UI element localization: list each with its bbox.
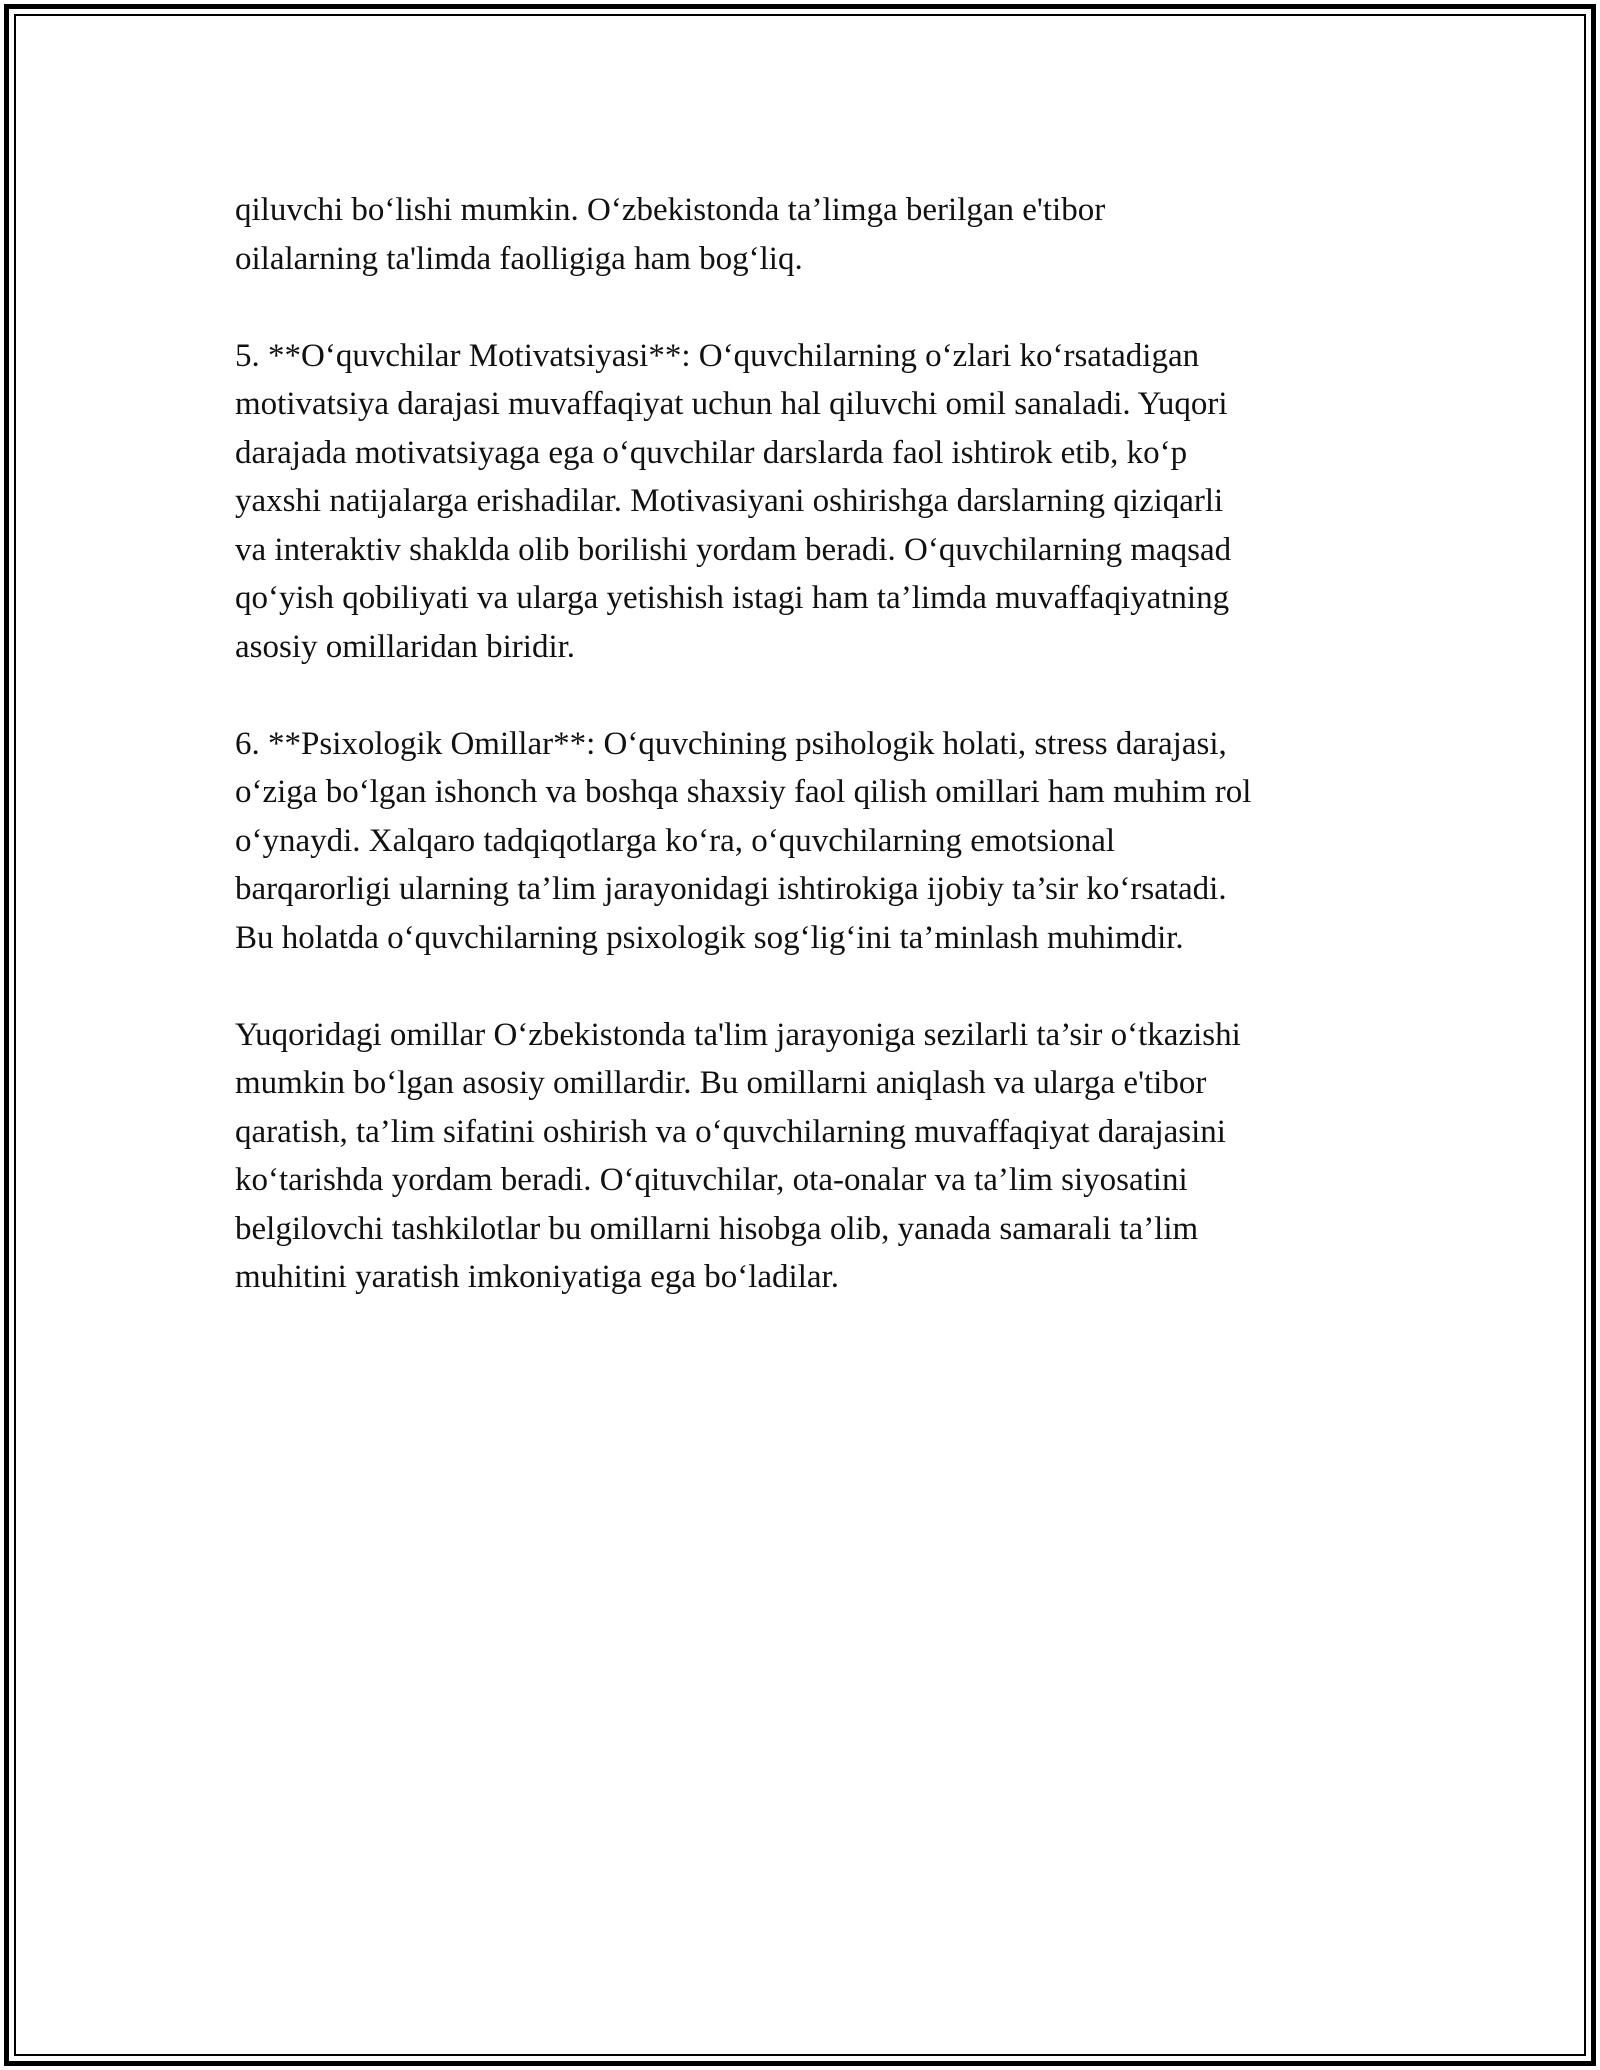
text-line: muhitini yaratish imkoniyatiga ega bo‘ladilar. bbox=[235, 1259, 839, 1295]
text-line: motivatsiya darajasi muvaffaqiyat uchun hal qiluvchi omil sanaladi. Yuqori bbox=[235, 386, 1228, 422]
text-line: belgilovchi tashkilotlar bu omillarni hisobga olib, yanada samarali ta’lim bbox=[235, 1210, 1199, 1247]
text-line: darajada motivatsiyaga ega o‘quvchilar darslarda faol ishtirok etib, ko‘p bbox=[235, 434, 1188, 471]
text-line: yaxshi natijalarga erishadilar. Motivasiyani oshirishga darslarning qiziqarli bbox=[235, 483, 1224, 519]
text-line: Yuqoridagi omillar O‘zbekistonda ta'lim jarayoniga sezilarli ta’sir o‘tkazishi bbox=[235, 1016, 1241, 1053]
text-line: va interaktiv shaklda olib borilishi yordam beradi. O‘quvchilarning maqsad bbox=[235, 531, 1232, 568]
text-line: barqarorligi ularning ta’lim jarayonidagi ishtirokiga ijobiy ta’sir ko‘rsatadi. bbox=[235, 871, 1227, 907]
paragraph-conclusion bbox=[235, 1011, 1395, 1302]
text-line: o‘ziga bo‘lgan ishonch va boshqa shaxsiy faol qilish omillari ham muhim rol bbox=[235, 774, 1252, 810]
paragraph-continuation bbox=[235, 186, 1395, 283]
document-body bbox=[235, 186, 1395, 1350]
paragraph-psychological-factors bbox=[235, 720, 1395, 963]
text-line: qiluvchi bo‘lishi mumkin. O‘zbekistonda ta’limga berilgan e'tibor bbox=[235, 192, 1106, 228]
text-line: oilalarning ta'limda faolligiga ham bog‘liq. bbox=[235, 240, 803, 277]
text-line: o‘ynaydi. Xalqaro tadqiqotlarga ko‘ra, o‘quvchilarning emotsional bbox=[235, 822, 1116, 859]
text-line: ko‘tarishda yordam beradi. O‘qituvchilar, ota-onalar va ta’lim siyosatini bbox=[235, 1162, 1188, 1198]
text-line: 5. **O‘quvchilar Motivatsiyasi**: O‘quvchilarning o‘zlari ko‘rsatadigan bbox=[235, 337, 1200, 374]
text-line: Bu holatda o‘quvchilarning psixologik sog‘lig‘ini ta’minlash muhimdir. bbox=[235, 919, 1184, 956]
text-line: qo‘yish qobiliyati va ularga yetishish istagi ham ta’limda muvaffaqiyatning bbox=[235, 580, 1230, 616]
text-line: 6. **Psixologik Omillar**: O‘quvchining psihologik holati, stress darajasi, bbox=[235, 725, 1227, 762]
text-line: mumkin bo‘lgan asosiy omillardir. Bu omillarni aniqlash va ularga e'tibor bbox=[235, 1065, 1207, 1101]
text-line: asosiy omillaridan biridir. bbox=[235, 628, 576, 665]
text-line: qaratish, ta’lim sifatini oshirish va o‘quvchilarning muvaffaqiyat darajasini bbox=[235, 1113, 1226, 1150]
paragraph-student-motivation bbox=[235, 332, 1395, 672]
